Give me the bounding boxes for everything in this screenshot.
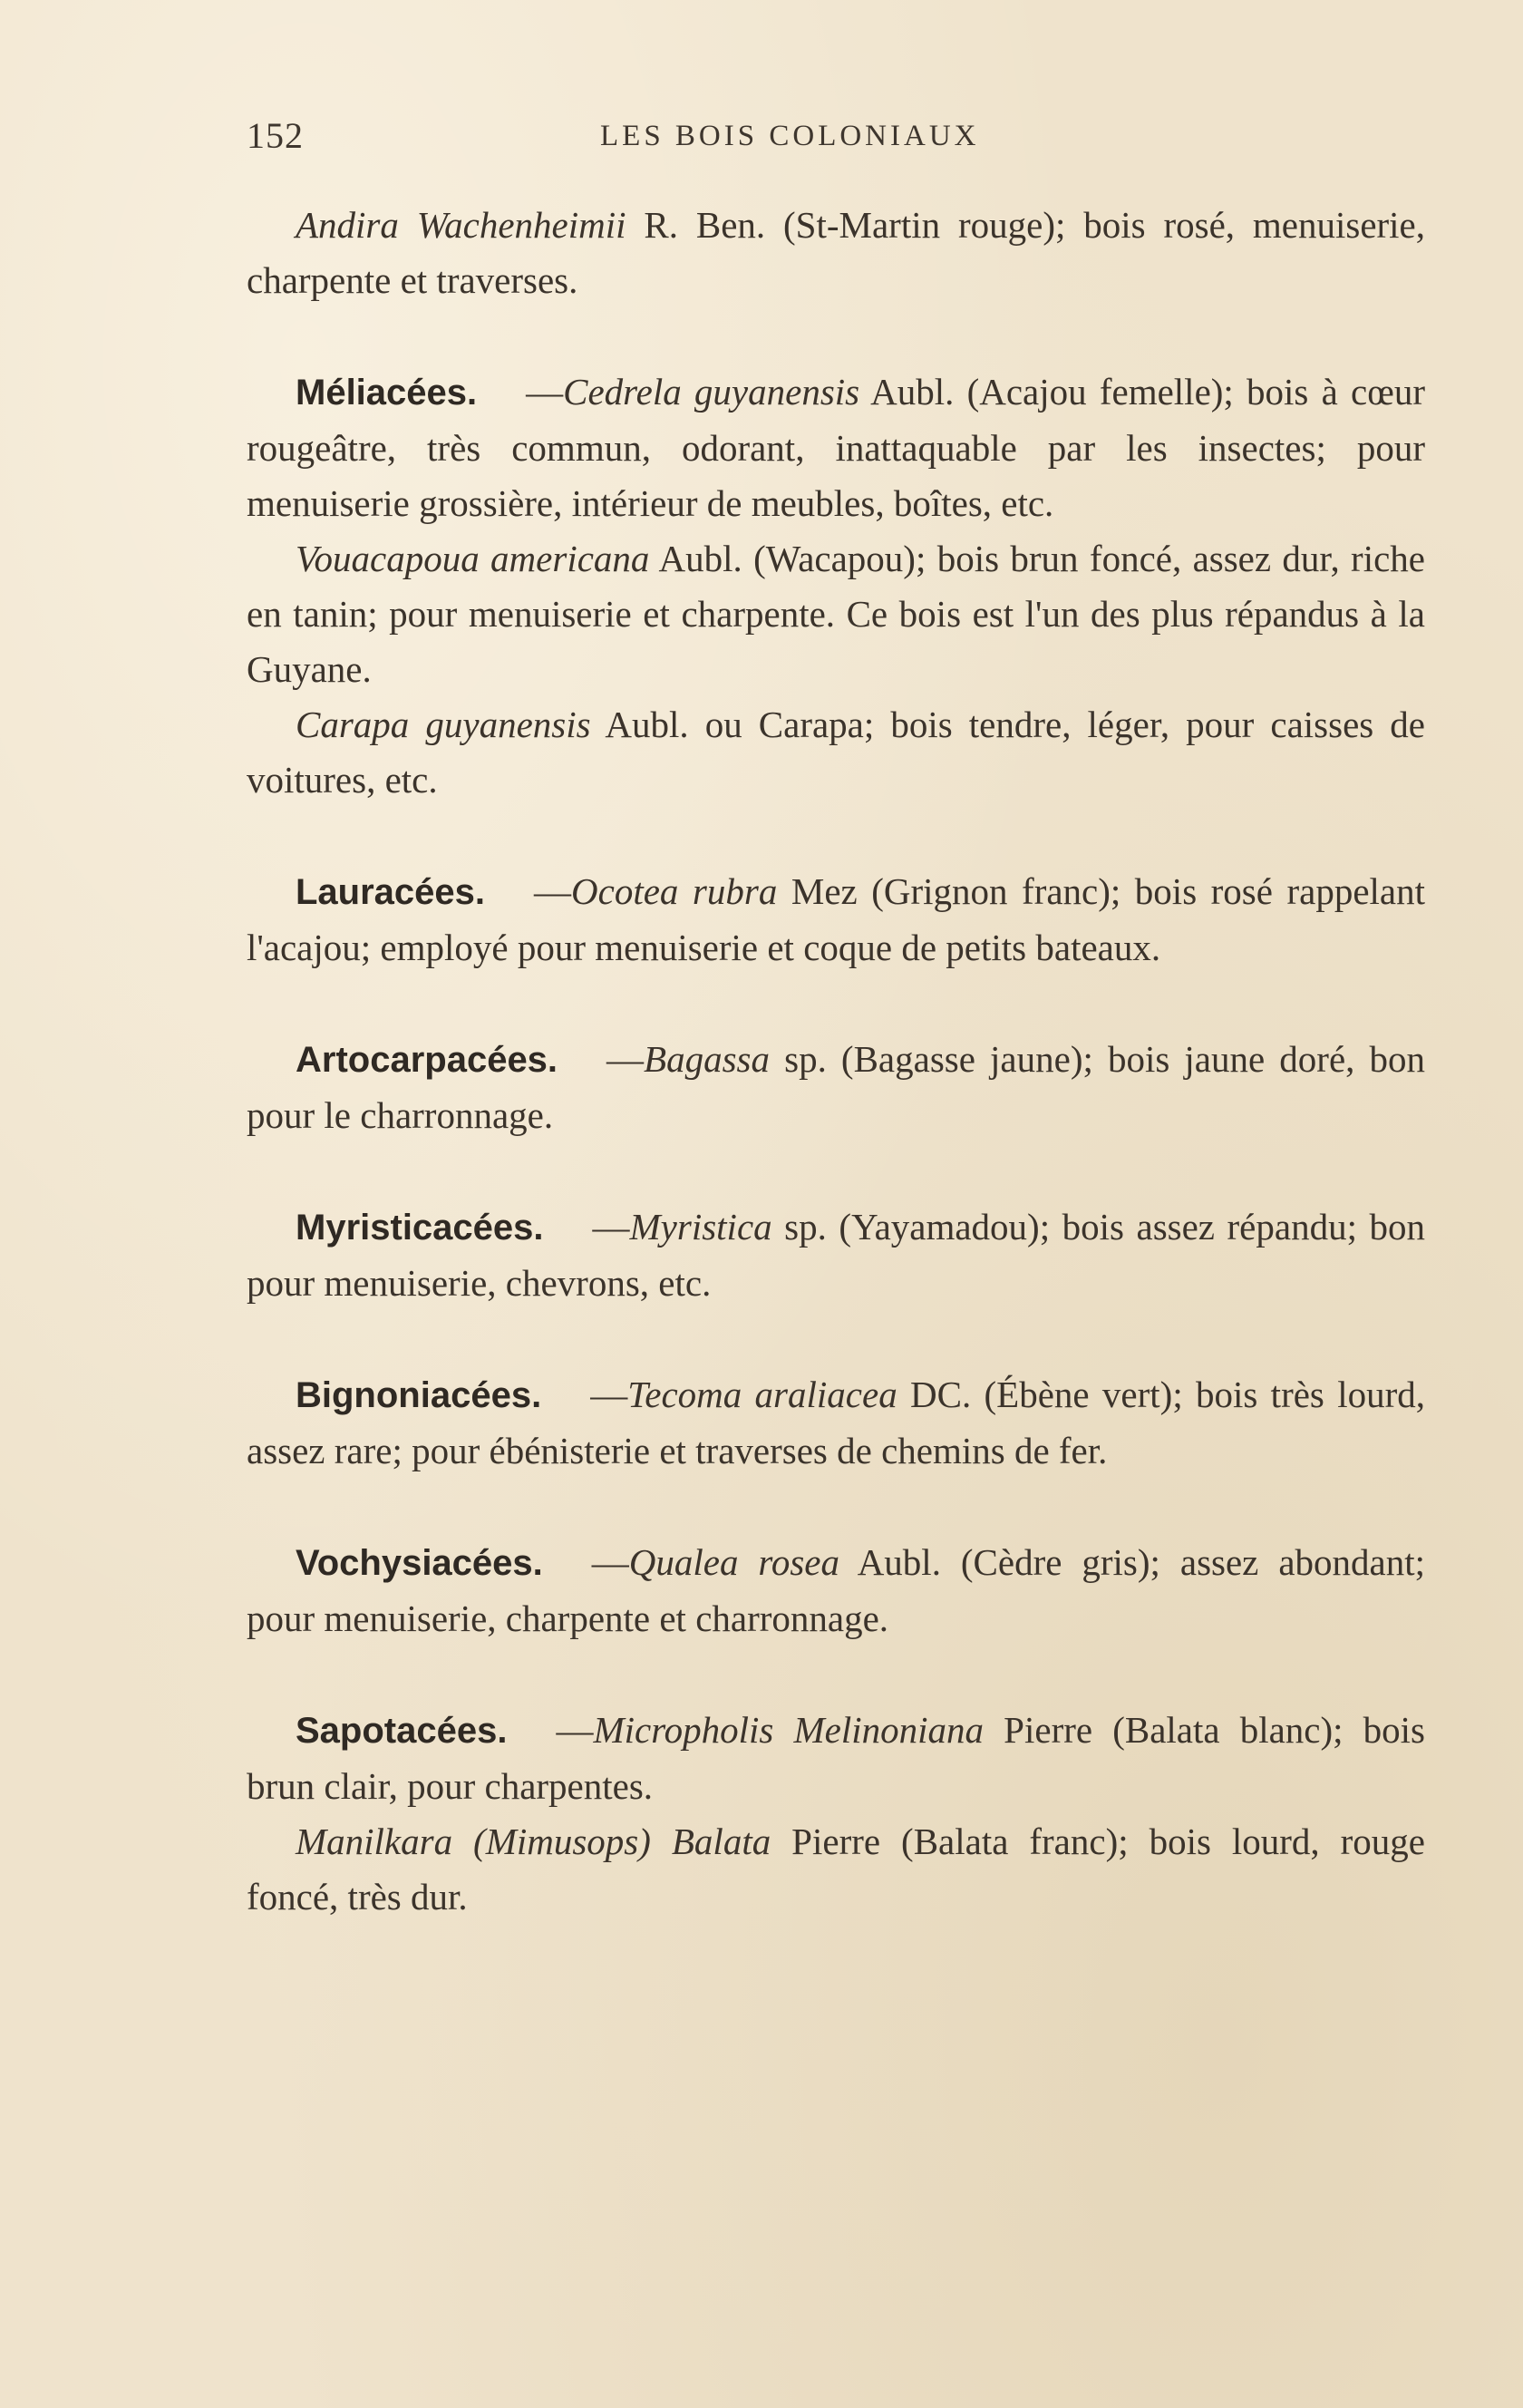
species-paragraph xyxy=(247,1367,1425,1479)
species-name: Micropholis Melinoniana xyxy=(593,1709,985,1751)
family-name: Méliacées. xyxy=(296,373,478,413)
dash-separator: — xyxy=(606,1038,645,1080)
species-paragraph xyxy=(247,531,1425,697)
family-name: Vochysiacées. xyxy=(296,1543,543,1583)
species-name: Qualea rosea xyxy=(628,1541,840,1583)
species-name: Bagassa xyxy=(644,1038,771,1080)
entry-vochysiacees xyxy=(247,1535,1425,1646)
entry-artocarpacees xyxy=(247,1032,1425,1143)
entry-lauracees xyxy=(247,864,1425,976)
family-name: Lauracées. xyxy=(296,872,486,912)
species-name: Cedrela guyanensis xyxy=(563,371,860,413)
species-description: Aubl. (Acajou femelle); bois à cœur rougeâtre, très commun, odorant, inattaquable par les insectes; pour menuiserie grossière, intérieur de meubles, boîtes, etc. xyxy=(247,371,1425,524)
species-paragraph xyxy=(247,1703,1425,1814)
species-description: Mez (Grignon franc); bois rosé rappelant l'acajou; employé pour menuiserie et coque de petits bateaux. xyxy=(247,870,1425,968)
family-name: Bignoniacées. xyxy=(296,1375,542,1415)
species-name: Vouacapoua americana xyxy=(296,538,650,579)
species-name: Andira Wachenheimii xyxy=(296,204,626,246)
dash-separator: — xyxy=(591,1541,629,1583)
species-paragraph xyxy=(247,1535,1425,1646)
page-body xyxy=(247,198,1425,1925)
species-paragraph xyxy=(247,1199,1425,1311)
family-name: Artocarpacées. xyxy=(296,1040,558,1080)
species-name: Tecoma araliacea xyxy=(627,1374,897,1415)
entry-bignoniacees xyxy=(247,1367,1425,1479)
dash-separator: — xyxy=(592,1206,630,1248)
species-paragraph xyxy=(247,1032,1425,1143)
species-paragraph xyxy=(247,864,1425,976)
dash-separator: — xyxy=(534,870,572,912)
entry-sapotacees xyxy=(247,1703,1425,1925)
family-name: Myristicacées. xyxy=(296,1208,544,1248)
species-description: R. Ben. (St-Martin rouge); bois rosé, menuiserie, charpente et traverses. xyxy=(247,204,1426,301)
entry-myristicacees xyxy=(247,1199,1425,1311)
species-description: sp. (Bagasse jaune); bois jaune doré, bon pour le charronnage. xyxy=(247,1038,1425,1136)
species-name: Manilkara (Mimusops) Balata xyxy=(296,1821,771,1862)
page-number: 152 xyxy=(247,115,304,156)
running-title: LES BOIS COLONIAUX xyxy=(600,120,980,152)
species-description: DC. (Ébène vert); bois très lourd, assez rare; pour ébénisterie et traverses de chemins de fer. xyxy=(247,1374,1425,1471)
species-paragraph xyxy=(247,364,1425,531)
species-description: Aubl. (Wacapou); bois brun foncé, assez dur, riche en tanin; pour menuiserie et charpente. Ce bois est l'un des plus répandus à la Guyane. xyxy=(247,538,1425,690)
species-name: Ocotea rubra xyxy=(571,870,778,912)
species-description: sp. (Yayamadou); bois assez répandu; bon pour menuiserie, chevrons, etc. xyxy=(247,1206,1425,1304)
family-name: Sapotacées. xyxy=(296,1711,508,1751)
species-paragraph xyxy=(247,1814,1425,1925)
entry-andira xyxy=(247,198,1425,308)
dash-separator: — xyxy=(556,1709,594,1751)
species-name: Myristica xyxy=(629,1206,772,1248)
dash-separator: — xyxy=(526,371,564,413)
species-description: Aubl. ou Carapa; bois tendre, léger, pour caisses de voitures, etc. xyxy=(247,704,1425,801)
entry-meliacees xyxy=(247,364,1425,808)
species-paragraph xyxy=(247,198,1425,308)
species-description: Pierre (Balata blanc); bois brun clair, pour charpentes. xyxy=(247,1709,1425,1807)
page-header xyxy=(247,114,1407,169)
species-description: Pierre (Balata franc); bois lourd, rouge foncé, très dur. xyxy=(247,1821,1425,1918)
species-name: Carapa guyanensis xyxy=(296,704,591,745)
dash-separator: — xyxy=(590,1374,628,1415)
species-paragraph xyxy=(247,697,1425,808)
species-description: Aubl. (Cèdre gris); assez abondant; pour menuiserie, charpente et charronnage. xyxy=(247,1541,1425,1639)
